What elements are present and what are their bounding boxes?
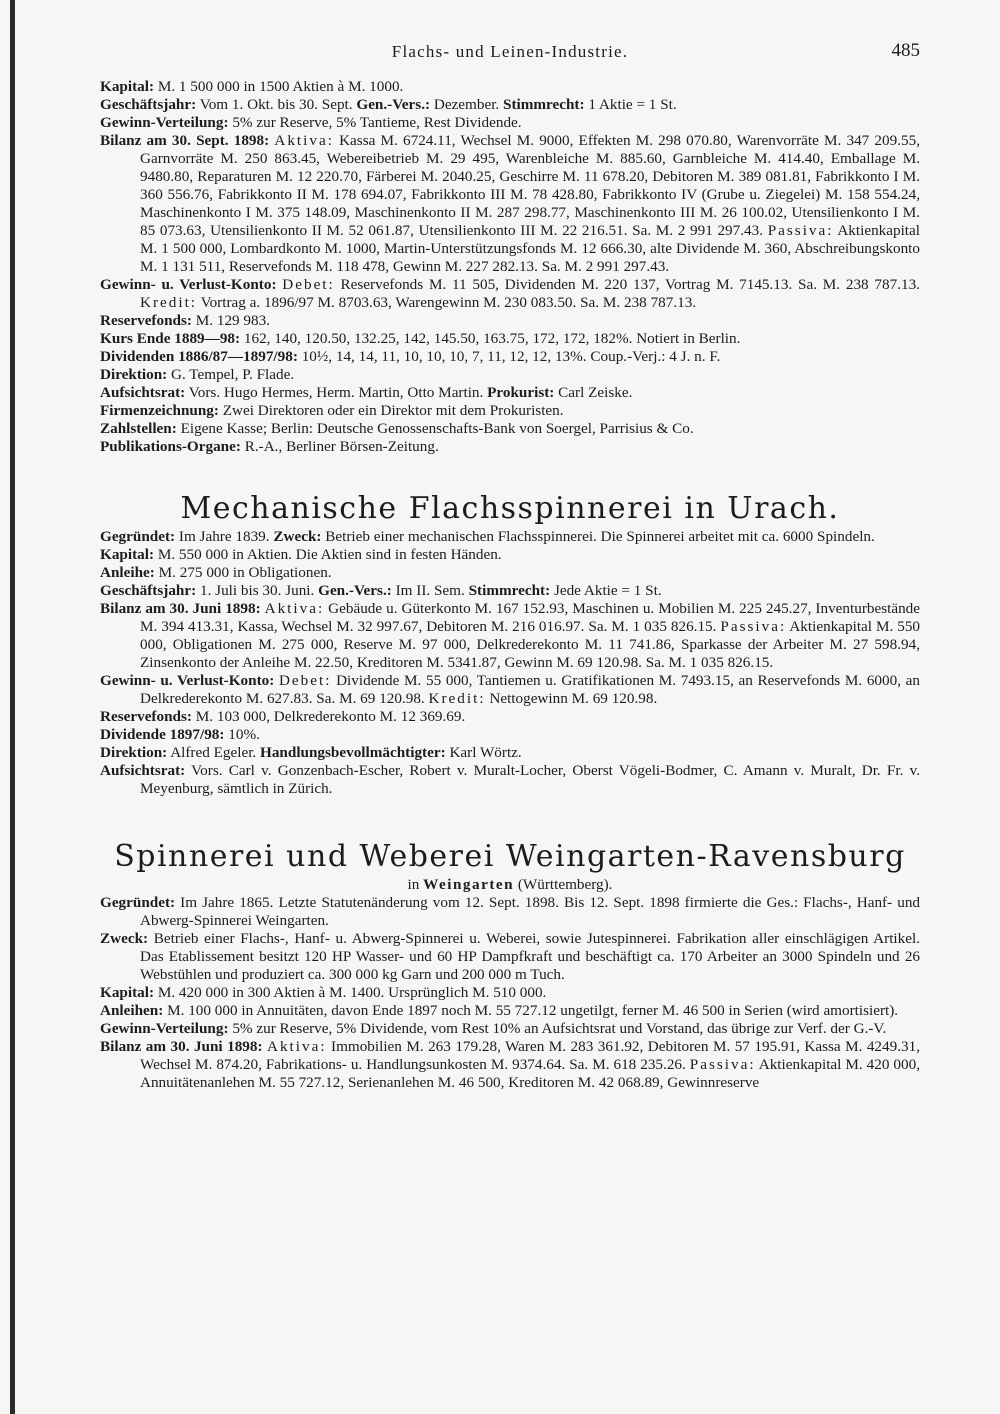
entry-zahlstellen: Zahlstellen: Eigene Kasse; Berlin: Deutsche Genossenschafts-Bank von Soergel, Parrisius & Co. — [100, 420, 694, 437]
entry-publikations-organe: Publikations-Organe: R.-A., Berliner Börsen-Zeitung. — [100, 438, 439, 455]
entry-reservefonds: Reservefonds: M. 103 000, Delkrederekonto M. 12 369.69. — [100, 708, 466, 725]
entry-dividende: Dividende 1897/98: 10%. — [100, 726, 260, 743]
entry-bilanz: Bilanz am 30. Juni 1898: Aktiva: Gebäude u. Güterkonto M. 167 152.93, Maschinen u. Mobilien M. 225 245.27, Inventurbestände M. 394 413.31, Kassa, Wechsel M. 32 997.67, Debitoren M. 216 016.97. Sa. M. 1 035 826.15. Passiva: Aktienkapital M. 550 000, Obligationen M. 275 000, Reserve M. 97 000, Delkrederekonto M. 11 741.86, Sparkasse der Arbeiter M. 27 598.94, Zinsenkonto der Anleihe M. 22.50, Kreditoren M. 5341.87, Gewinn M. 69 120.98. Sa. M. 1 035 826.15. — [100, 600, 921, 671]
running-title: Flachs- und Leinen-Industrie. — [391, 42, 629, 61]
entry-gewinn-verteilung: Gewinn-Verteilung: 5% zur Reserve, 5% Tantieme, Rest Dividende. — [100, 114, 522, 131]
section-3 — [100, 838, 920, 1092]
page-edge-rule — [10, 0, 15, 1414]
section-1 — [100, 78, 920, 456]
company-heading: Mechanische Flachsspinnerei in Urach. — [180, 491, 840, 526]
entry-reservefonds: Reservefonds: M. 129 983. — [100, 312, 271, 329]
entry-gewinn-verlust: Gewinn- u. Verlust-Konto: Debet: Reservefonds M. 11 505, Dividenden M. 220 137, Vortrag M. 7145.13. Sa. M. 238 787.13. Kredit: Vortrag a. 1896/97 M. 8703.63, Warengewinn M. 230 083.50. Sa. M. 238 787.13. — [100, 276, 920, 311]
entry-direktion: Direktion: Alfred Egeler. Handlungsbevollmächtigter: Karl Wörtz. — [100, 744, 522, 761]
entry-aufsichtsrat: Aufsichtsrat: Vors. Carl v. Gonzenbach-Escher, Robert v. Muralt-Locher, Oberst Vögeli-Bodmer, C. Amann v. Muralt, Dr. Fr. v. Meyenburg, sämtlich in Zürich. — [100, 762, 920, 797]
entry-firmenzeichnung: Firmenzeichnung: Zwei Direktoren oder ein Direktor mit dem Prokuristen. — [100, 402, 564, 419]
page — [100, 40, 920, 1092]
entry-aufsichtsrat: Aufsichtsrat: Vors. Hugo Hermes, Herm. Martin, Otto Martin. Prokurist: Carl Zeiske. — [100, 384, 633, 401]
entry-anleihe: Anleihe: M. 275 000 in Obligationen. — [100, 564, 332, 581]
entry-kurs: Kurs Ende 1889—98: 162, 140, 120.50, 132.25, 142, 145.50, 163.75, 172, 172, 182%. Notiert in Berlin. — [100, 330, 741, 347]
entry-direktion: Direktion: G. Tempel, P. Flade. — [100, 366, 295, 383]
company-location: in Weingarten (Württemberg). — [407, 876, 613, 893]
page-number: 485 — [891, 40, 920, 61]
section-2 — [100, 490, 920, 798]
entry-bilanz: Bilanz am 30. Juni 1898: Aktiva: Immobilien M. 263 179.28, Waren M. 283 361.92, Debitoren M. 57 195.91, Kassa M. 4249.31, Wechsel M. 874.20, Fabrikations- u. Handlungsunkosten M. 9374.64. Sa. M. 618 235.26. Passiva: Aktienkapital M. 420 000, Annuitätenanlehen M. 55 727.12, Serienanlehen M. 46 500, Kreditoren M. 42 068.89, Gewinnreserve — [100, 1038, 920, 1091]
entry-kapital: Kapital: M. 420 000 in 300 Aktien à M. 1400. Ursprünglich M. 510 000. — [100, 984, 547, 1001]
entry-kapital: Kapital: M. 550 000 in Aktien. Die Aktien sind in festen Händen. — [100, 546, 502, 563]
entry-gegruendet: Gegründet: Im Jahre 1839. Zweck: Betrieb einer mechanischen Flachsspinnerei. Die Spinnerei arbeitet mit ca. 6000 Spindeln. — [100, 528, 875, 545]
entry-geschaeftsjahr: Geschäftsjahr: 1. Juli bis 30. Juni. Gen.-Vers.: Im II. Sem. Stimmrecht: Jede Aktie = 1 St. — [100, 582, 662, 599]
entry-bilanz: Bilanz am 30. Sept. 1898: Aktiva: Kassa M. 6724.11, Wechsel M. 9000, Effekten M. 298 070.80, Warenvorräte M. 347 209.55, Garnvorräte M. 250 863.45, Webereibetrieb M. 29 495, Warenbleiche M. 885.60, Garnbleiche M. 414.40, Emballage M. 9480.80, Reparaturen M. 12 220.70, Färberei M. 2040.25, Geschirre M. 11 678.20, Debitoren M. 389 081.81, Fabrikkonto I M. 360 556.76, Fabrikkonto II M. 178 694.07, Fabrikkonto III M. 78 428.80, Fabrikkonto IV (Grube u. Ziegelei) M. 158 554.24, Maschinenkonto I M. 375 148.09, Maschinenkonto II M. 287 298.77, Maschinenkonto III M. 26 100.02, Utensilienkonto I M. 85 073.63, Utensilienkonto II M. 52 061.87, Utensilienkonto III M. 22 216.51. Sa. M. 2 991 297.43. Passiva: Aktienkapital M. 1 500 000, Lombardkonto M. 1000, Martin-Unterstützungsfonds M. 12 666.30, alte Dividende M. 360, Abschreibungskonto M. 1 131 511, Reservefonds M. 118 478, Gewinn M. 227 282.13. Sa. M. 2 991 297.43. — [100, 132, 920, 275]
entry-gegruendet: Gegründet: Im Jahre 1865. Letzte Statutenänderung vom 12. Sept. 1898. Bis 12. Sept. 1898 firmierte die Ges.: Flachs-, Hanf- und Abwerg-Spinnerei Weingarten. — [100, 894, 921, 929]
entry-geschaeftsjahr: Geschäftsjahr: Vom 1. Okt. bis 30. Sept. Gen.-Vers.: Dezember. Stimmrecht: 1 Aktie = 1 St. — [100, 96, 677, 113]
entry-gewinn-verteilung: Gewinn-Verteilung: 5% zur Reserve, 5% Dividende, vom Rest 10% an Aufsichtsrat und Vorstand, das übrige zur Verf. der G.-V. — [100, 1020, 887, 1037]
company-heading: Spinnerei und Weberei Weingarten-Ravensburg — [114, 839, 906, 874]
entry-zweck: Zweck: Betrieb einer Flachs-, Hanf- u. Abwerg-Spinnerei u. Weberei, sowie Jutespinnerei. Fabrikation aller einschlägigen Artikel. Das Etablissement besitzt 120 HP Wasser- und 60 HP Dampfkraft und beschäftigt ca. 170 Arbeiter an 3000 Spindeln und 26 Webstühlen und produziert ca. 300 000 kg Garn und 200 000 m Tuch. — [100, 930, 920, 983]
entry-kapital: Kapital: M. 1 500 000 in 1500 Aktien à M. 1000. — [100, 78, 404, 95]
entry-anleihen: Anleihen: M. 100 000 in Annuitäten, davon Ende 1897 noch M. 55 727.12 ungetilgt, ferner M. 46 500 in Serien (wird amortisiert). — [100, 1002, 899, 1019]
entry-dividenden: Dividenden 1886/87—1897/98: 10½, 14, 14, 11, 10, 10, 10, 7, 11, 12, 12, 13%. Coup.-Verj.: 4 J. n. F. — [100, 348, 721, 365]
page-header — [100, 40, 920, 78]
entry-gewinn-verlust: Gewinn- u. Verlust-Konto: Debet: Dividende M. 55 000, Tantiemen u. Gratifikationen M. 7493.15, an Reservefonds M. 6000, an Delkrederekonto M. 627.83. Sa. M. 69 120.98. Kredit: Nettogewinn M. 69 120.98. — [100, 672, 920, 707]
